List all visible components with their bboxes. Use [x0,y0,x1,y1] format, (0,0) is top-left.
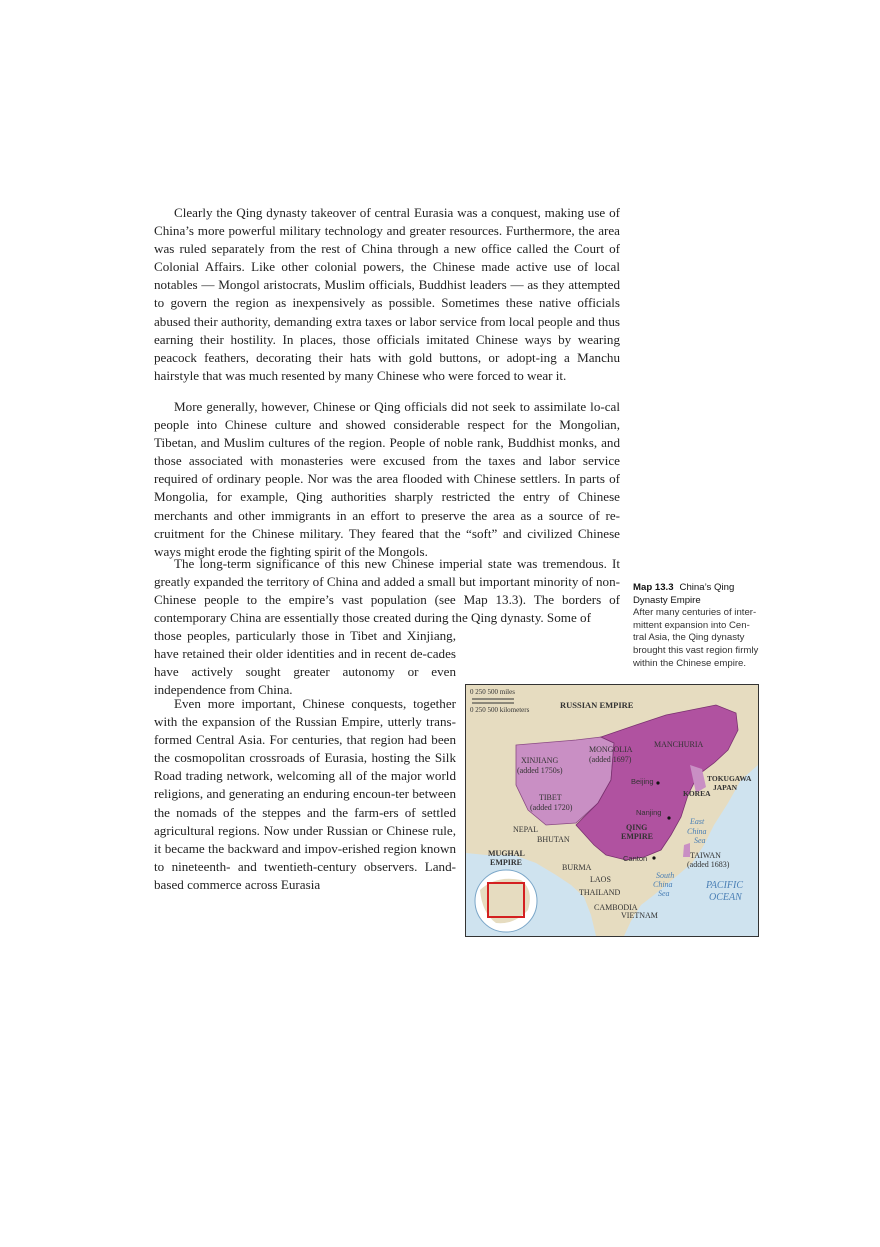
label-laos: LAOS [590,875,611,884]
body-paragraph-3: The long-term significance of this new Chinese imperial state was tremendous. It greatly expanded the territory of China and added a small but important minority of non-Chinese people to the empire’s vast population (see Map 13.3). The borders of contemporary China are essentially those created during the Qing dynasty. Some of [154,556,620,626]
label-nepal: NEPAL [513,825,539,834]
label-cambodia: CAMBODIA [594,903,638,912]
label-tokugawa: TOKUGAWA [707,774,752,783]
label-mongolia: MONGOLIA [589,745,633,754]
beijing-dot [656,781,659,784]
label-manchuria: MANCHURIA [654,740,704,749]
label-canton: Canton [623,854,648,863]
label-bhutan: BHUTAN [537,835,570,844]
label-vietnam: VIETNAM [621,911,658,920]
label-burma: BURMA [562,863,592,872]
map-graphic [466,685,758,936]
label-taiwan: TAIWAN [690,851,721,860]
scale-km: 0 250 500 kilometers [470,706,530,714]
body-paragraph-3-continued: those peoples, particularly those in Tibet and Xinjiang, have retained their older identities and in recent de-cades have actively sought greater autonomy or even independence from China. [154,628,456,698]
label-empire: EMPIRE [621,832,653,841]
scale-miles: 0 250 500 miles [470,688,515,696]
label-beijing: Beijing [631,777,654,786]
label-pacific: PACIFIC [706,880,744,891]
map-caption-heading [633,582,761,607]
label-russian-empire: RUSSIAN EMPIRE [560,700,634,710]
map-number: Map 13.3 [633,582,674,593]
label-south-china-sea-1: South [656,871,675,880]
map-title: China’s Qing Dynasty Empire [633,582,735,606]
label-nanjing: Nanjing [636,808,662,817]
label-taiwan-added: (added 1683) [687,860,730,869]
label-south-china-sea-3: Sea [658,889,670,898]
body-paragraph-4: Even more important, Chinese conquests, together with the expansion of the Russian Empire, utterly trans-formed Central Asia. For centuries, that region had been the cosmopolitan crossroads of Eurasia, hosting the Silk Road trading network, welcoming all of the major world religions, and generating an enduring encoun-ter between the nomads of the steppes and the farm-ers of settled agricultural regions. Now under Russian or Chinese rule, it became the backward and impov-erished region known to nineteenth- and twentieth-century observers. Land-based commerce across Eurasia [154,696,456,892]
label-japan: JAPAN [713,783,738,792]
map-caption-text: After many centuries of inter-mittent expansion into Cen-tral Asia, the Qing dynasty brought this vast region firmly within the Chinese empire. [633,607,759,669]
body-paragraph-1: Clearly the Qing dynasty takeover of central Eurasia was a conquest, making use of China’s more powerful military technology and greater resources. Furthermore, the area was ruled separately from the rest of China through a new office called the Court of Colonial Affairs. Like other colonial powers, the Chinese made active use of local notables — Mongol aristocrats, Muslim officials, Buddhist leaders — as they attempted to govern the region as inexpensively as possible. Sometimes these native officials abused their authority, demanding extra taxes or labor service from local people and thus earning their hostility. In places, those officials imitated Chinese ways by wearing peacock feathers, decorating their hats with gold buttons, or adopt-ing a Manchu hairstyle that was much resented by many Chinese who were forced to wear it. [154,205,620,383]
label-mongolia-added: (added 1697) [589,755,632,764]
label-thailand: THAILAND [579,888,621,897]
label-qing: QING [626,823,648,832]
map-caption [633,582,761,670]
label-mughal: MUGHAL [488,849,525,858]
body-paragraph-2: More generally, however, Chinese or Qing officials did not seek to assimilate lo-cal people into Chinese culture and showed considerable respect for the Mongolian, Tibetan, and Muslim cultures of the region. People of noble rank, Buddhist monks, and those associated with monasteries were excused from the taxes and labor service required of ordinary people. Nor was the area flooded with Chinese settlers. In parts of Mongolia, for example, Qing authorities sharply restricted the entry of Chinese merchants and other immigrants in an effort to preserve the area as a source of re-cruitment for the Chinese military. They feared that the “soft” and civilized Chinese ways might erode the fighting spirit of the Mongols. [154,399,620,559]
qing-empire-map [465,684,759,937]
label-south-china-sea-2: China [653,880,673,889]
label-korea: KOREA [683,789,711,798]
nanjing-dot [667,816,670,819]
canton-dot [652,856,655,859]
label-mughal-empire: EMPIRE [490,858,522,867]
label-east-china-sea-1: East [690,817,705,826]
label-tibet: TIBET [539,793,562,802]
taiwan-region [683,843,690,857]
label-east-china-sea-2: China [687,827,707,836]
label-xinjiang: XINJIANG [521,756,559,765]
label-ocean: OCEAN [709,892,742,903]
label-xinjiang-added: (added 1750s) [517,766,563,775]
label-east-china-sea-3: Sea [694,836,706,845]
label-tibet-added: (added 1720) [530,803,573,812]
